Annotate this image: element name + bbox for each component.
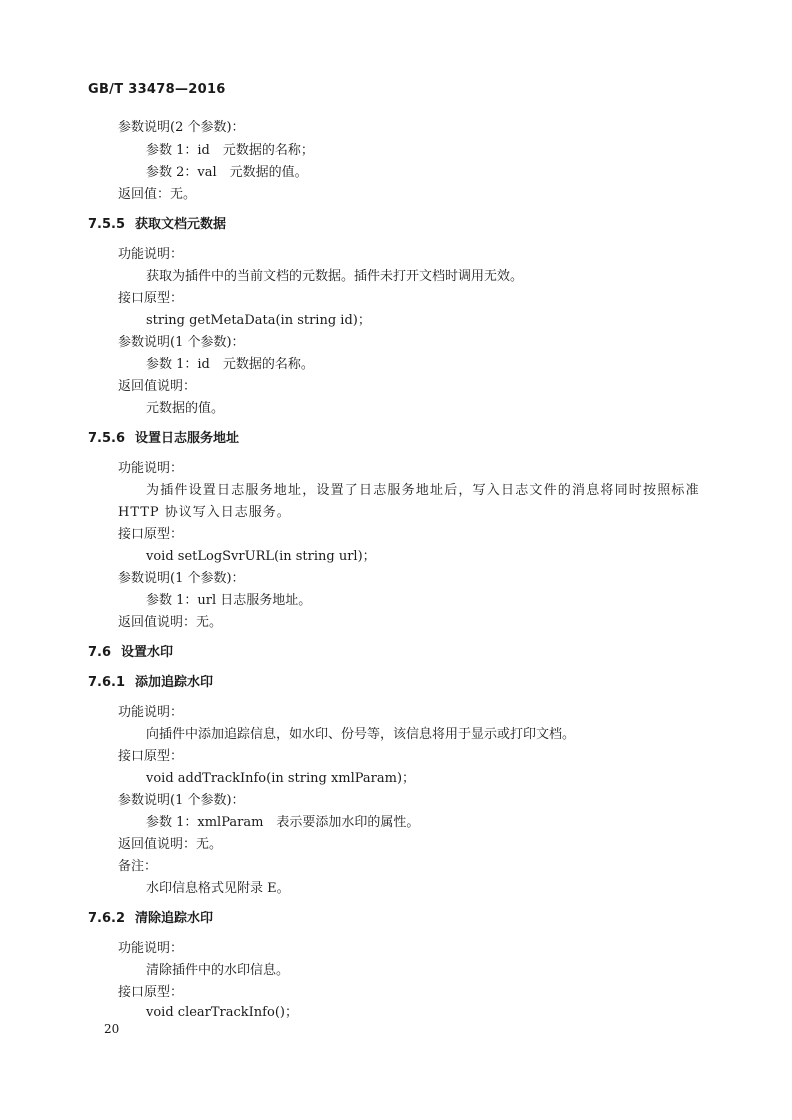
section-7-6-heading xyxy=(88,644,173,662)
params-title: 参数说明(1 个参数)： xyxy=(118,793,245,808)
proto-label: 接口原型： xyxy=(118,527,184,542)
param-2: 参数 2：val 元数据的值。 xyxy=(146,165,308,180)
return-label: 返回值说明： xyxy=(118,379,197,394)
func-desc: 获取为插件中的当前文档的元数据。插件未打开文档时调用无效。 xyxy=(146,269,524,284)
section-7-5-5-heading xyxy=(88,216,226,234)
proto-signature: void addTrackInfo(in string xmlParam)； xyxy=(146,771,416,786)
proto-signature: void clearTrackInfo()； xyxy=(146,1005,298,1020)
param-1: 参数 1：url 日志服务地址。 xyxy=(146,593,312,608)
section-title: 设置水印 xyxy=(121,645,174,660)
return-desc: 元数据的值。 xyxy=(146,401,225,416)
func-desc-line-1: 为插件设置日志服务地址，设置了日志服务地址后，写入日志文件的消息将同时按照标准 xyxy=(146,483,700,498)
section-number: 7.5.6 xyxy=(88,431,126,446)
page-number: 20 xyxy=(104,1022,120,1036)
func-desc: 向插件中添加追踪信息，如水印、份号等，该信息将用于显示或打印文档。 xyxy=(146,727,576,742)
section-number: 7.5.5 xyxy=(88,217,126,232)
func-desc-line-2: HTTP 协议写入日志服务。 xyxy=(118,505,291,520)
func-label: 功能说明： xyxy=(118,941,184,956)
func-label: 功能说明： xyxy=(118,247,184,262)
section-title: 设置日志服务地址 xyxy=(135,431,240,446)
proto-signature: string getMetaData(in string id)； xyxy=(146,313,371,328)
standard-header: GB/T 33478—2016 xyxy=(88,82,226,97)
proto-label: 接口原型： xyxy=(118,291,184,306)
proto-signature: void setLogSvrURL(in string url)； xyxy=(146,549,376,564)
note-label: 备注： xyxy=(118,859,158,874)
section-number: 7.6 xyxy=(88,645,112,660)
return-value: 返回值：无。 xyxy=(118,187,197,202)
return-value: 返回值说明：无。 xyxy=(118,837,223,852)
section-title: 添加追踪水印 xyxy=(135,675,214,690)
section-number: 7.6.1 xyxy=(88,675,126,690)
return-value: 返回值说明：无。 xyxy=(118,615,223,630)
proto-label: 接口原型： xyxy=(118,985,184,1000)
section-number: 7.6.2 xyxy=(88,911,126,926)
section-title: 清除追踪水印 xyxy=(135,911,214,926)
section-7-6-2-heading xyxy=(88,910,213,928)
proto-label: 接口原型： xyxy=(118,749,184,764)
func-desc: 清除插件中的水印信息。 xyxy=(146,963,290,978)
note-text: 水印信息格式见附录 E。 xyxy=(146,881,290,896)
section-7-6-1-heading xyxy=(88,674,213,692)
params-title: 参数说明(1 个参数)： xyxy=(118,571,245,586)
params-title: 参数说明(1 个参数)： xyxy=(118,335,245,350)
param-1: 参数 1：xmlParam 表示要添加水印的属性。 xyxy=(146,815,420,830)
param-1: 参数 1：id 元数据的名称。 xyxy=(146,357,314,372)
func-label: 功能说明： xyxy=(118,461,184,476)
params-title: 参数说明(2 个参数)： xyxy=(118,120,245,135)
func-label: 功能说明： xyxy=(118,705,184,720)
section-7-5-6-heading xyxy=(88,430,239,448)
section-title: 获取文档元数据 xyxy=(135,217,227,232)
param-1: 参数 1：id 元数据的名称； xyxy=(146,143,314,158)
